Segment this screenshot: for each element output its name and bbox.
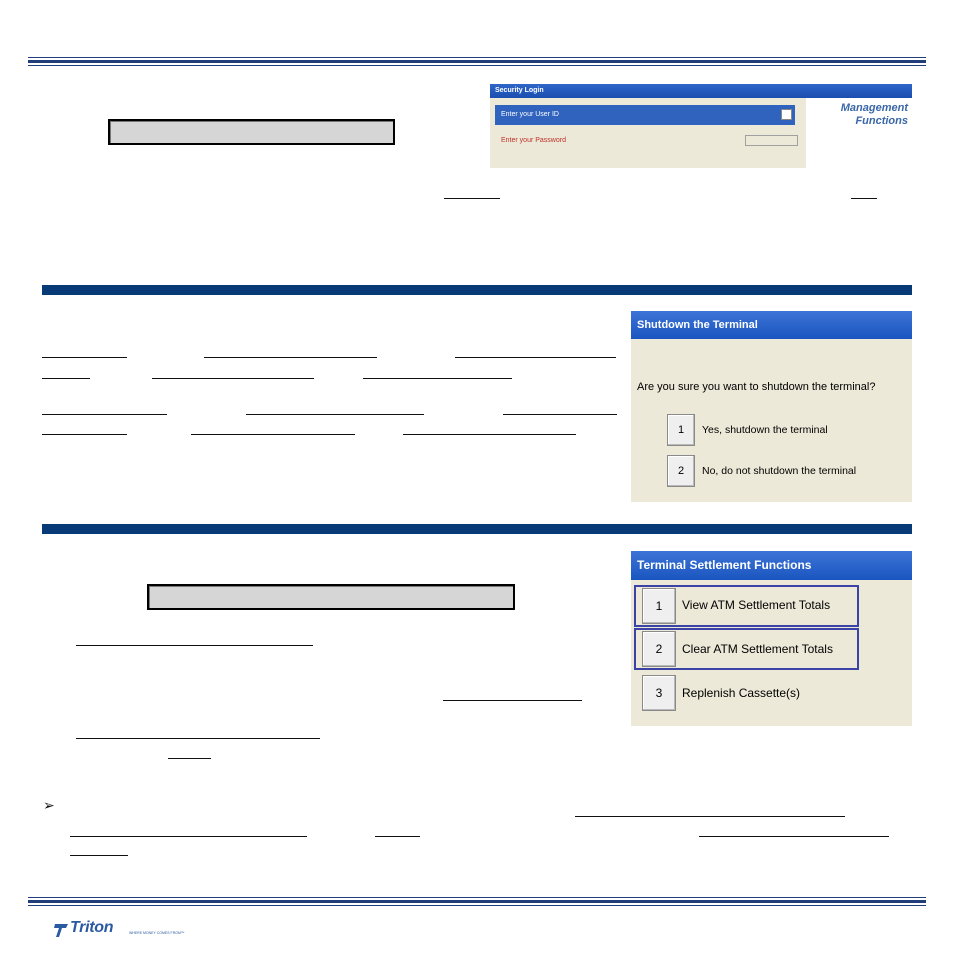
replenish-cassettes-label: Replenish Cassette(s) [682,686,801,700]
underline [503,414,617,415]
user-id-field[interactable] [781,109,792,120]
user-id-label: Enter your User ID [501,111,559,118]
security-login-title: Security Login [490,84,912,98]
underline [246,414,424,415]
security-login-screenshot [490,84,912,168]
underline [204,357,377,358]
section-divider-2 [42,524,912,534]
view-settlement-label: View ATM Settlement Totals [682,598,831,612]
shutdown-yes-label: Yes, shutdown the terminal [702,424,828,436]
logo-tagline: WHERE MONEY COMES FROM™ [129,931,185,935]
underline [76,738,320,739]
settlement-title: Terminal Settlement Functions [631,551,912,580]
redacted-heading-box [147,584,515,610]
underline [70,836,307,837]
management-line-2: Functions [855,115,908,127]
underline [42,414,167,415]
shutdown-question: Are you sure you want to shutdown the terminal? [637,381,876,393]
shutdown-terminal-screenshot [631,311,912,502]
logo-brand-text: Triton [70,919,114,936]
view-settlement-button[interactable]: 1 [642,588,676,624]
replenish-cassettes-button[interactable]: 3 [642,675,676,711]
underline [42,378,90,379]
underline [455,357,616,358]
management-functions-panel [806,98,912,168]
underline [152,378,314,379]
header-rule-bottom [28,65,926,66]
footer-rule-bottom [28,905,926,906]
terminal-settlement-screenshot [631,551,912,726]
clear-settlement-button[interactable]: 2 [642,631,676,667]
underline [699,836,889,837]
management-line-1: Management [840,102,908,114]
header-rule-top [28,57,926,58]
header-rule-middle [28,60,926,63]
underline [168,758,211,759]
footer-rule-top [28,897,926,898]
management-functions-heading [841,102,908,128]
underline [575,816,845,817]
footer-rule-middle [28,900,926,903]
section-divider-1 [42,285,912,295]
shutdown-no-button[interactable]: 2 [667,455,695,487]
shutdown-title: Shutdown the Terminal [631,311,912,339]
underline [403,434,576,435]
underline [851,198,877,199]
underline [42,434,127,435]
underline [42,357,127,358]
redacted-heading-box [108,119,395,145]
underline [363,378,512,379]
underline [70,855,128,856]
underline [443,700,582,701]
arrow-bullet-icon: ➢ [43,797,55,813]
triton-mark-icon [54,922,70,938]
shutdown-no-label: No, do not shutdown the terminal [702,465,857,477]
user-id-row[interactable] [495,105,795,125]
clear-settlement-label: Clear ATM Settlement Totals [682,642,833,656]
underline [375,836,420,837]
shutdown-yes-button[interactable]: 1 [667,414,695,446]
password-field[interactable] [745,135,798,146]
underline [444,198,500,199]
underline [191,434,355,435]
password-label: Enter your Password [501,137,566,144]
underline [76,645,313,646]
